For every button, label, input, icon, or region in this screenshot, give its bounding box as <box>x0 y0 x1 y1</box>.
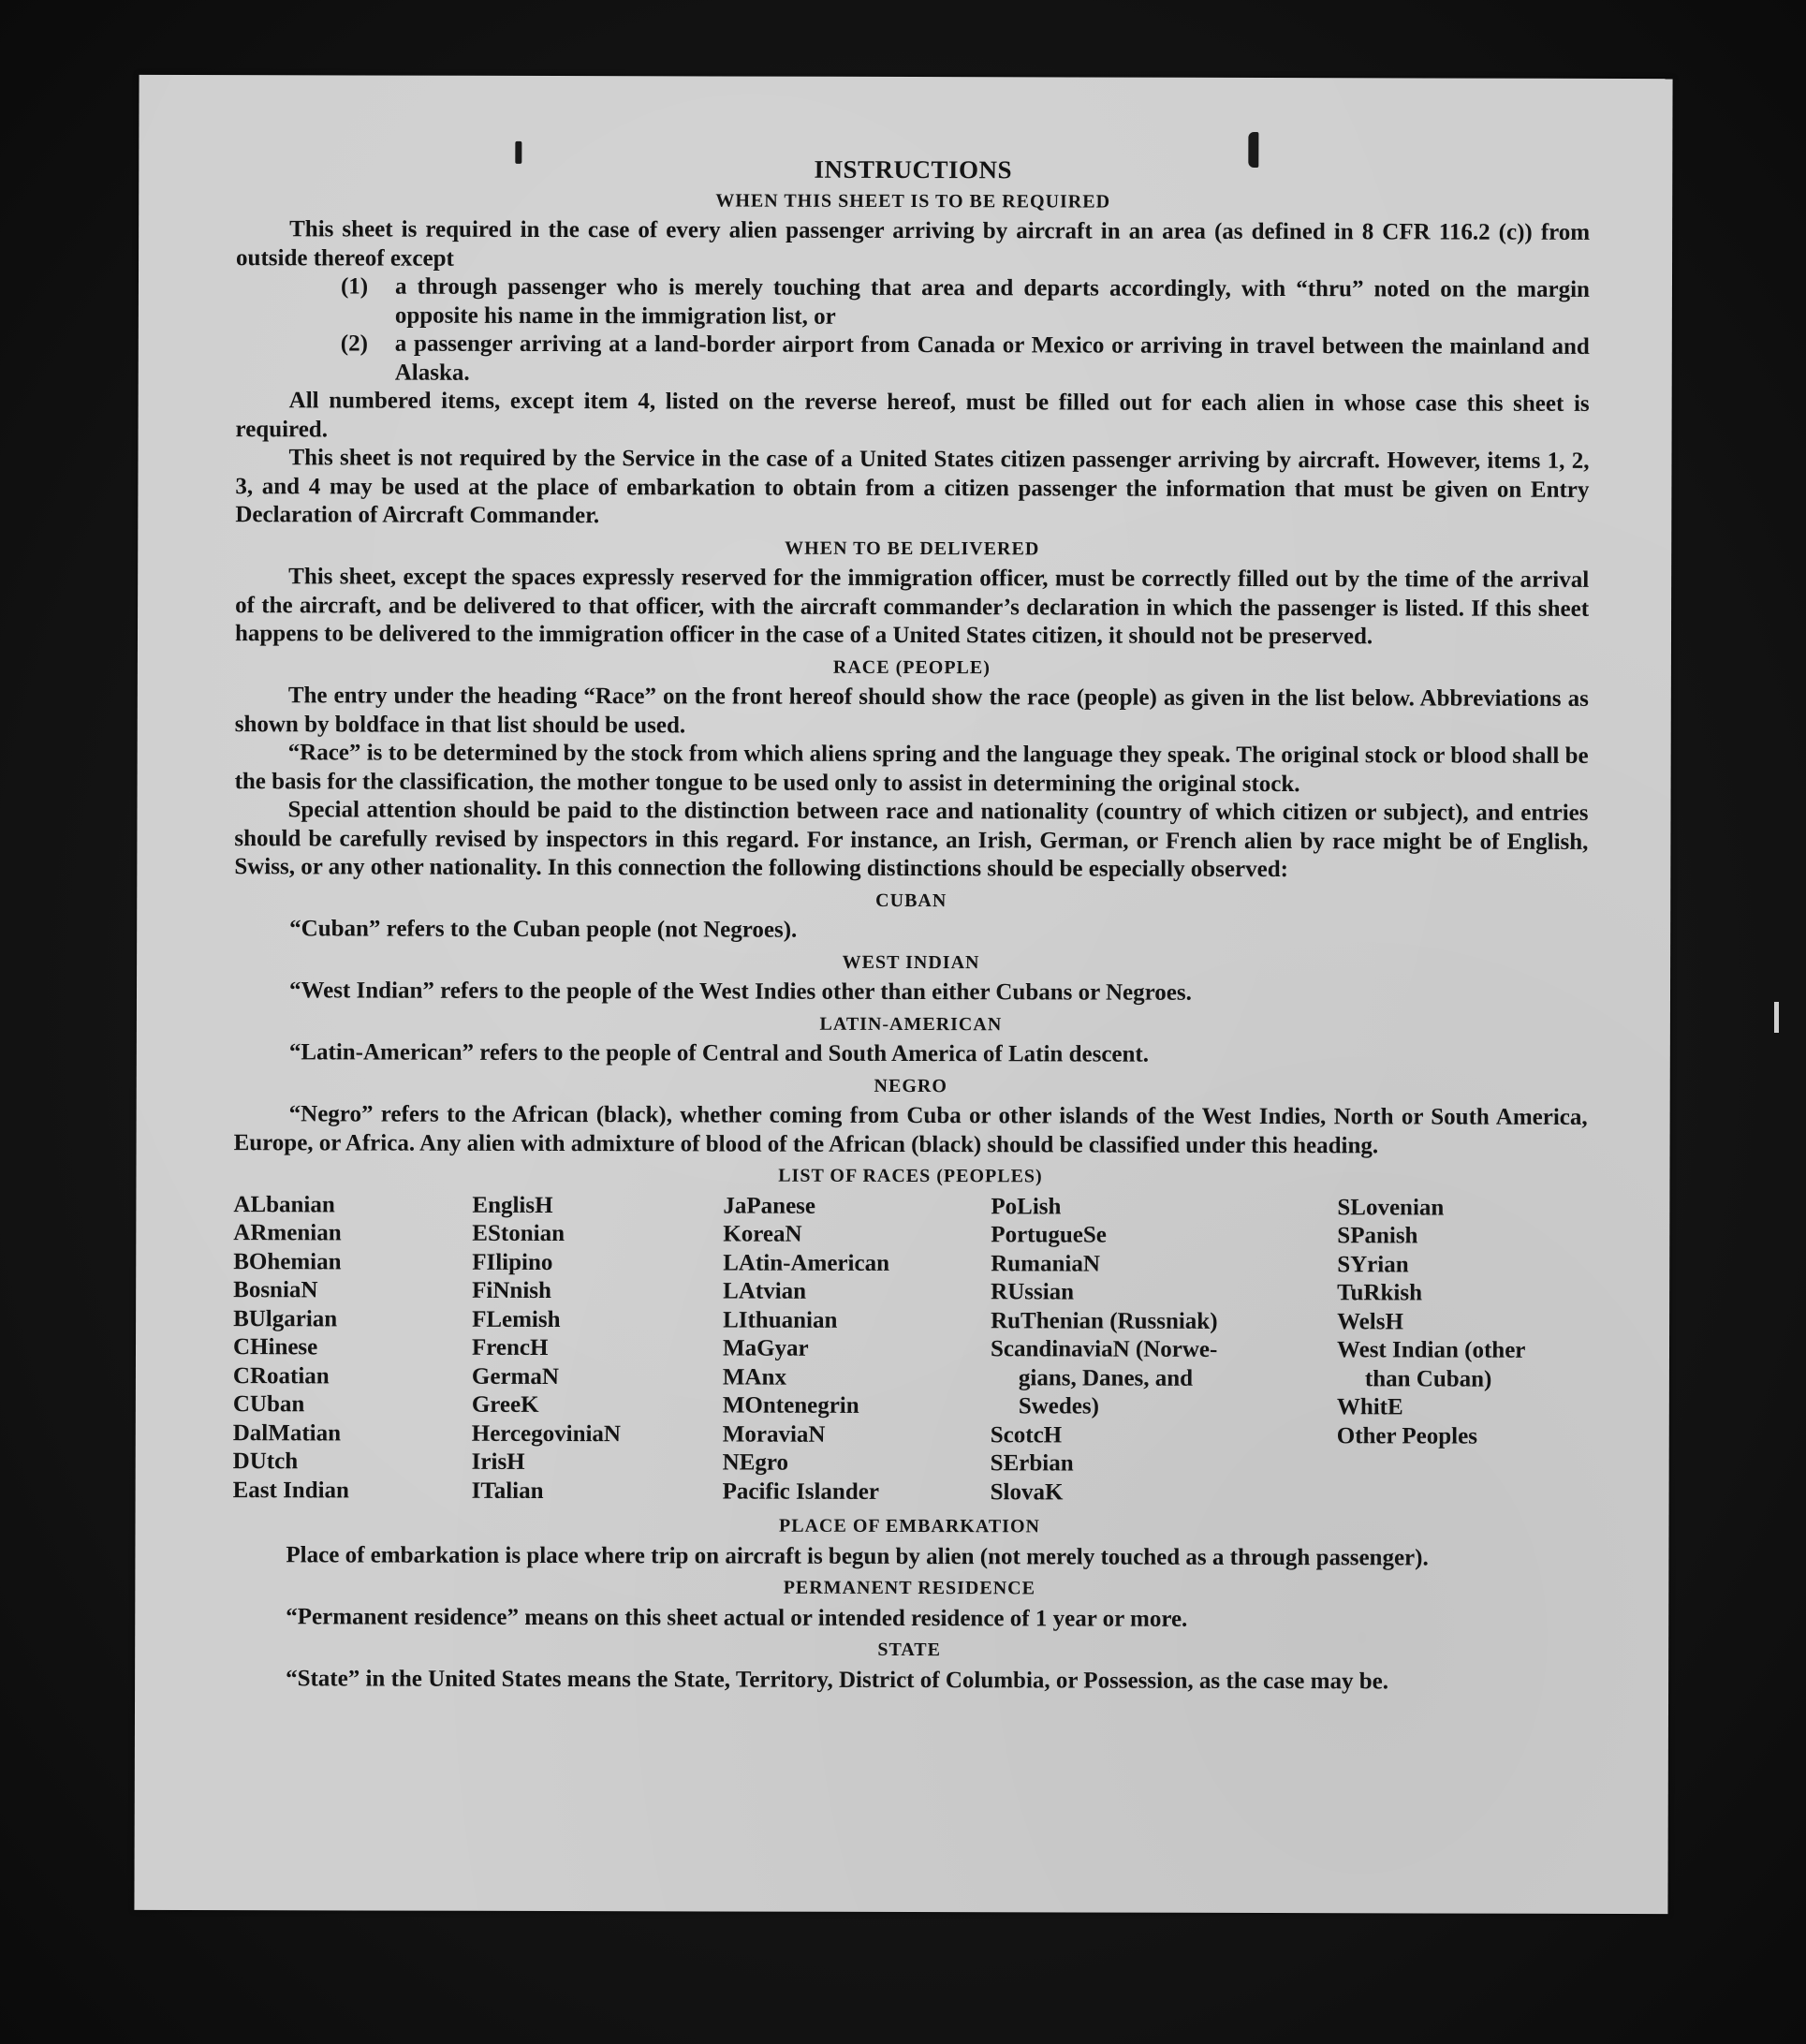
race-item: West Indian (other <box>1336 1337 1526 1363</box>
race-item: SPanish <box>1337 1223 1418 1249</box>
negro-definition: “Negro” refers to the African (black), whether coming from Cuba or other islands of the West Indies, North or South America, Europe, or Africa. Any alien with admixture of blood of the African (black) should be classified under this heading. <box>233 1101 1588 1158</box>
race-item: LAtin-American <box>723 1249 890 1276</box>
race-item: ALbanian <box>233 1191 335 1217</box>
race-item: BosniaN <box>233 1277 318 1303</box>
document-page <box>134 75 1672 1914</box>
races-column-5 <box>1337 1194 1588 1508</box>
race-item: CRoatian <box>232 1362 330 1389</box>
heading-state: STATE <box>877 1639 942 1661</box>
document-title: INSTRUCTIONS <box>814 154 1013 184</box>
scan-artifact-line <box>1774 1002 1779 1033</box>
race-item: RumaniaN <box>991 1250 1100 1277</box>
race-item: CUban <box>232 1391 305 1418</box>
race-item: DalMatian <box>232 1419 342 1446</box>
embarkation-text: Place of embarkation is place where trip on aircraft is begun by alien (not merely touched as a through passenger). <box>286 1541 1429 1570</box>
races-column-3 <box>723 1192 991 1507</box>
exception-item-2 <box>341 330 1590 390</box>
race-paragraph-1: The entry under the heading “Race” on the front hereof should show the race (people) as given in the list below. Abbreviations as shown by boldface in that list should be used. <box>234 683 1589 738</box>
race-item: PoLish <box>991 1193 1062 1219</box>
race-item: SlovaK <box>990 1478 1064 1505</box>
race-item: MaGyar <box>722 1335 809 1361</box>
race-item: FLemish <box>472 1306 561 1332</box>
race-item: FrencH <box>471 1334 549 1361</box>
race-item: FiNnish <box>472 1277 551 1304</box>
race-item: HercegoviniaN <box>471 1420 622 1447</box>
race-item: East Indian <box>232 1477 350 1503</box>
race-item: ScandinaviaN (Norwe- <box>990 1336 1218 1362</box>
when-delivered-text: This sheet, except the spaces expressly reserved for the immigration officer, must be correctly filled out by the time of the arrival of the aircraft, and be delivered to that officer, with the aircraft commander’s declaration in which the passenger is listed. If this sheet happens to be delivered to the immigration officer in the case of a United States citizen, it should not be preserved. <box>234 564 1590 650</box>
race-item: CHinese <box>232 1334 318 1360</box>
heading-list-of-races: LIST OF RACES (PEOPLES) <box>778 1165 1043 1187</box>
heading-embarkation: PLACE OF EMBARKATION <box>779 1515 1040 1537</box>
cuban-definition: “Cuban” refers to the Cuban people (not Negroes). <box>289 916 798 943</box>
race-paragraph-3: Special attention should be paid to the distinction between race and nationality (country of which citizen or subject), and entries should be carefully revised by inspectors in this regard. For instance, an Irish, German, or French alien by race might be of English, Swiss, or any other nationality. In this connection the following distinctions should be especially observed: <box>234 797 1589 883</box>
race-item: SYrian <box>1337 1251 1409 1277</box>
exception-item-1 <box>341 272 1590 332</box>
race-item: TuRkish <box>1337 1280 1423 1306</box>
latin-american-definition: “Latin-American” refers to the people of Central and South America of Latin descent. <box>288 1039 1150 1067</box>
permanent-residence-text: “Permanent residence” means on this sheet actual or intended residence of 1 year or more. <box>286 1603 1188 1632</box>
race-item: RUssian <box>991 1279 1075 1305</box>
race-item: GermaN <box>471 1363 559 1390</box>
races-column-1 <box>233 1191 473 1506</box>
race-item: MOntenegrin <box>722 1392 859 1419</box>
document-body <box>232 154 1590 1697</box>
race-item: IrisH <box>471 1448 525 1475</box>
races-list <box>233 1191 1588 1508</box>
race-item: Other Peoples <box>1336 1422 1478 1449</box>
heading-negro: NEGRO <box>874 1075 947 1096</box>
heading-west-indian: WEST INDIAN <box>842 951 980 973</box>
race-item: MAnx <box>722 1363 787 1390</box>
race-item: SErbian <box>990 1450 1074 1477</box>
race-item: GreeK <box>471 1391 539 1418</box>
when-required-intro: This sheet is required in the case of every alien passenger arriving by aircraft in an area (as defined in 8 CFR 116.2 (c)) from outside thereof except <box>236 216 1591 272</box>
race-item-continued: gians, Danes, and <box>1018 1364 1194 1391</box>
race-item: NEgro <box>722 1449 789 1476</box>
race-item-continued: than Cuban) <box>1364 1365 1492 1392</box>
exception-item-text: a through passenger who is merely touching that area and departs accordingly, with “thru” noted on the margin opposite his name in the immigration list, or <box>394 273 1591 330</box>
heading-when-delivered: WHEN TO BE DELIVERED <box>785 537 1040 559</box>
race-item: MoraviaN <box>722 1420 826 1448</box>
race-item: LAtvian <box>723 1278 807 1304</box>
race-item: PortugueSe <box>991 1222 1107 1248</box>
race-item: JaPanese <box>723 1192 816 1219</box>
race-item: EnglisH <box>472 1192 553 1218</box>
exception-item-number: (2) <box>340 331 369 357</box>
race-item: Pacific Islander <box>722 1478 879 1505</box>
race-item: ARmenian <box>233 1220 342 1246</box>
race-item: KoreaN <box>723 1221 802 1247</box>
numbered-items-paragraph: All numbered items, except item 4, listed on the reverse hereof, must be filled out for each alien in whose case this sheet is required. <box>235 388 1590 442</box>
heading-latin-american: LATIN-AMERICAN <box>819 1013 1003 1035</box>
exception-item-text: a passenger arriving at a land-border airport from Canada or Mexico or arriving in travel between the mainland and Alaska. <box>394 331 1590 386</box>
race-item-continued: Swedes) <box>1018 1393 1099 1419</box>
race-item: SLovenian <box>1337 1194 1445 1221</box>
citizen-paragraph: This sheet is not required by the Service in the case of a United States citizen passenger arriving by aircraft. However, items 1, 2, 3, and 4 may be used at the place of embarkation to obtain from a citizen passenger the information that must be given on Entry Declaration of Aircraft Commander. <box>235 445 1590 529</box>
race-item: EStonian <box>472 1220 565 1247</box>
west-indian-definition: “West Indian” refers to the people of the West Indies other than either Cubans or Negroes. <box>288 978 1192 1006</box>
race-item: RuThenian (Russniak) <box>991 1307 1218 1334</box>
races-column-2 <box>472 1191 724 1506</box>
race-item: LIthuanian <box>723 1306 838 1333</box>
race-item: FIlipino <box>472 1249 553 1275</box>
race-item: BOhemian <box>233 1248 342 1274</box>
race-paragraph-2: “Race” is to be determined by the stock from which aliens spring and the language they speak. The original stock or blood shall be the basis for the classification, the mother tongue to be used only to assist in determining the original stock. <box>234 740 1589 797</box>
heading-race: RACE (PEOPLE) <box>832 656 991 678</box>
race-item: WhitE <box>1336 1394 1403 1420</box>
races-column-4 <box>991 1193 1338 1507</box>
race-item: BUlgarian <box>233 1305 338 1331</box>
heading-cuban: CUBAN <box>875 890 947 911</box>
race-item: ScotcH <box>990 1421 1063 1448</box>
heading-when-required: WHEN THIS SHEET IS TO BE REQUIRED <box>715 189 1111 213</box>
heading-permanent-residence: PERMANENT RESIDENCE <box>783 1577 1035 1599</box>
exception-item-number: (1) <box>340 273 369 300</box>
race-item: DUtch <box>232 1448 299 1475</box>
race-item: ITalian <box>471 1478 544 1504</box>
state-text: “State” in the United States means the State, Territory, District of Columbia, or Possession, as the case may be. <box>286 1665 1389 1694</box>
race-item: WelsH <box>1337 1308 1403 1334</box>
